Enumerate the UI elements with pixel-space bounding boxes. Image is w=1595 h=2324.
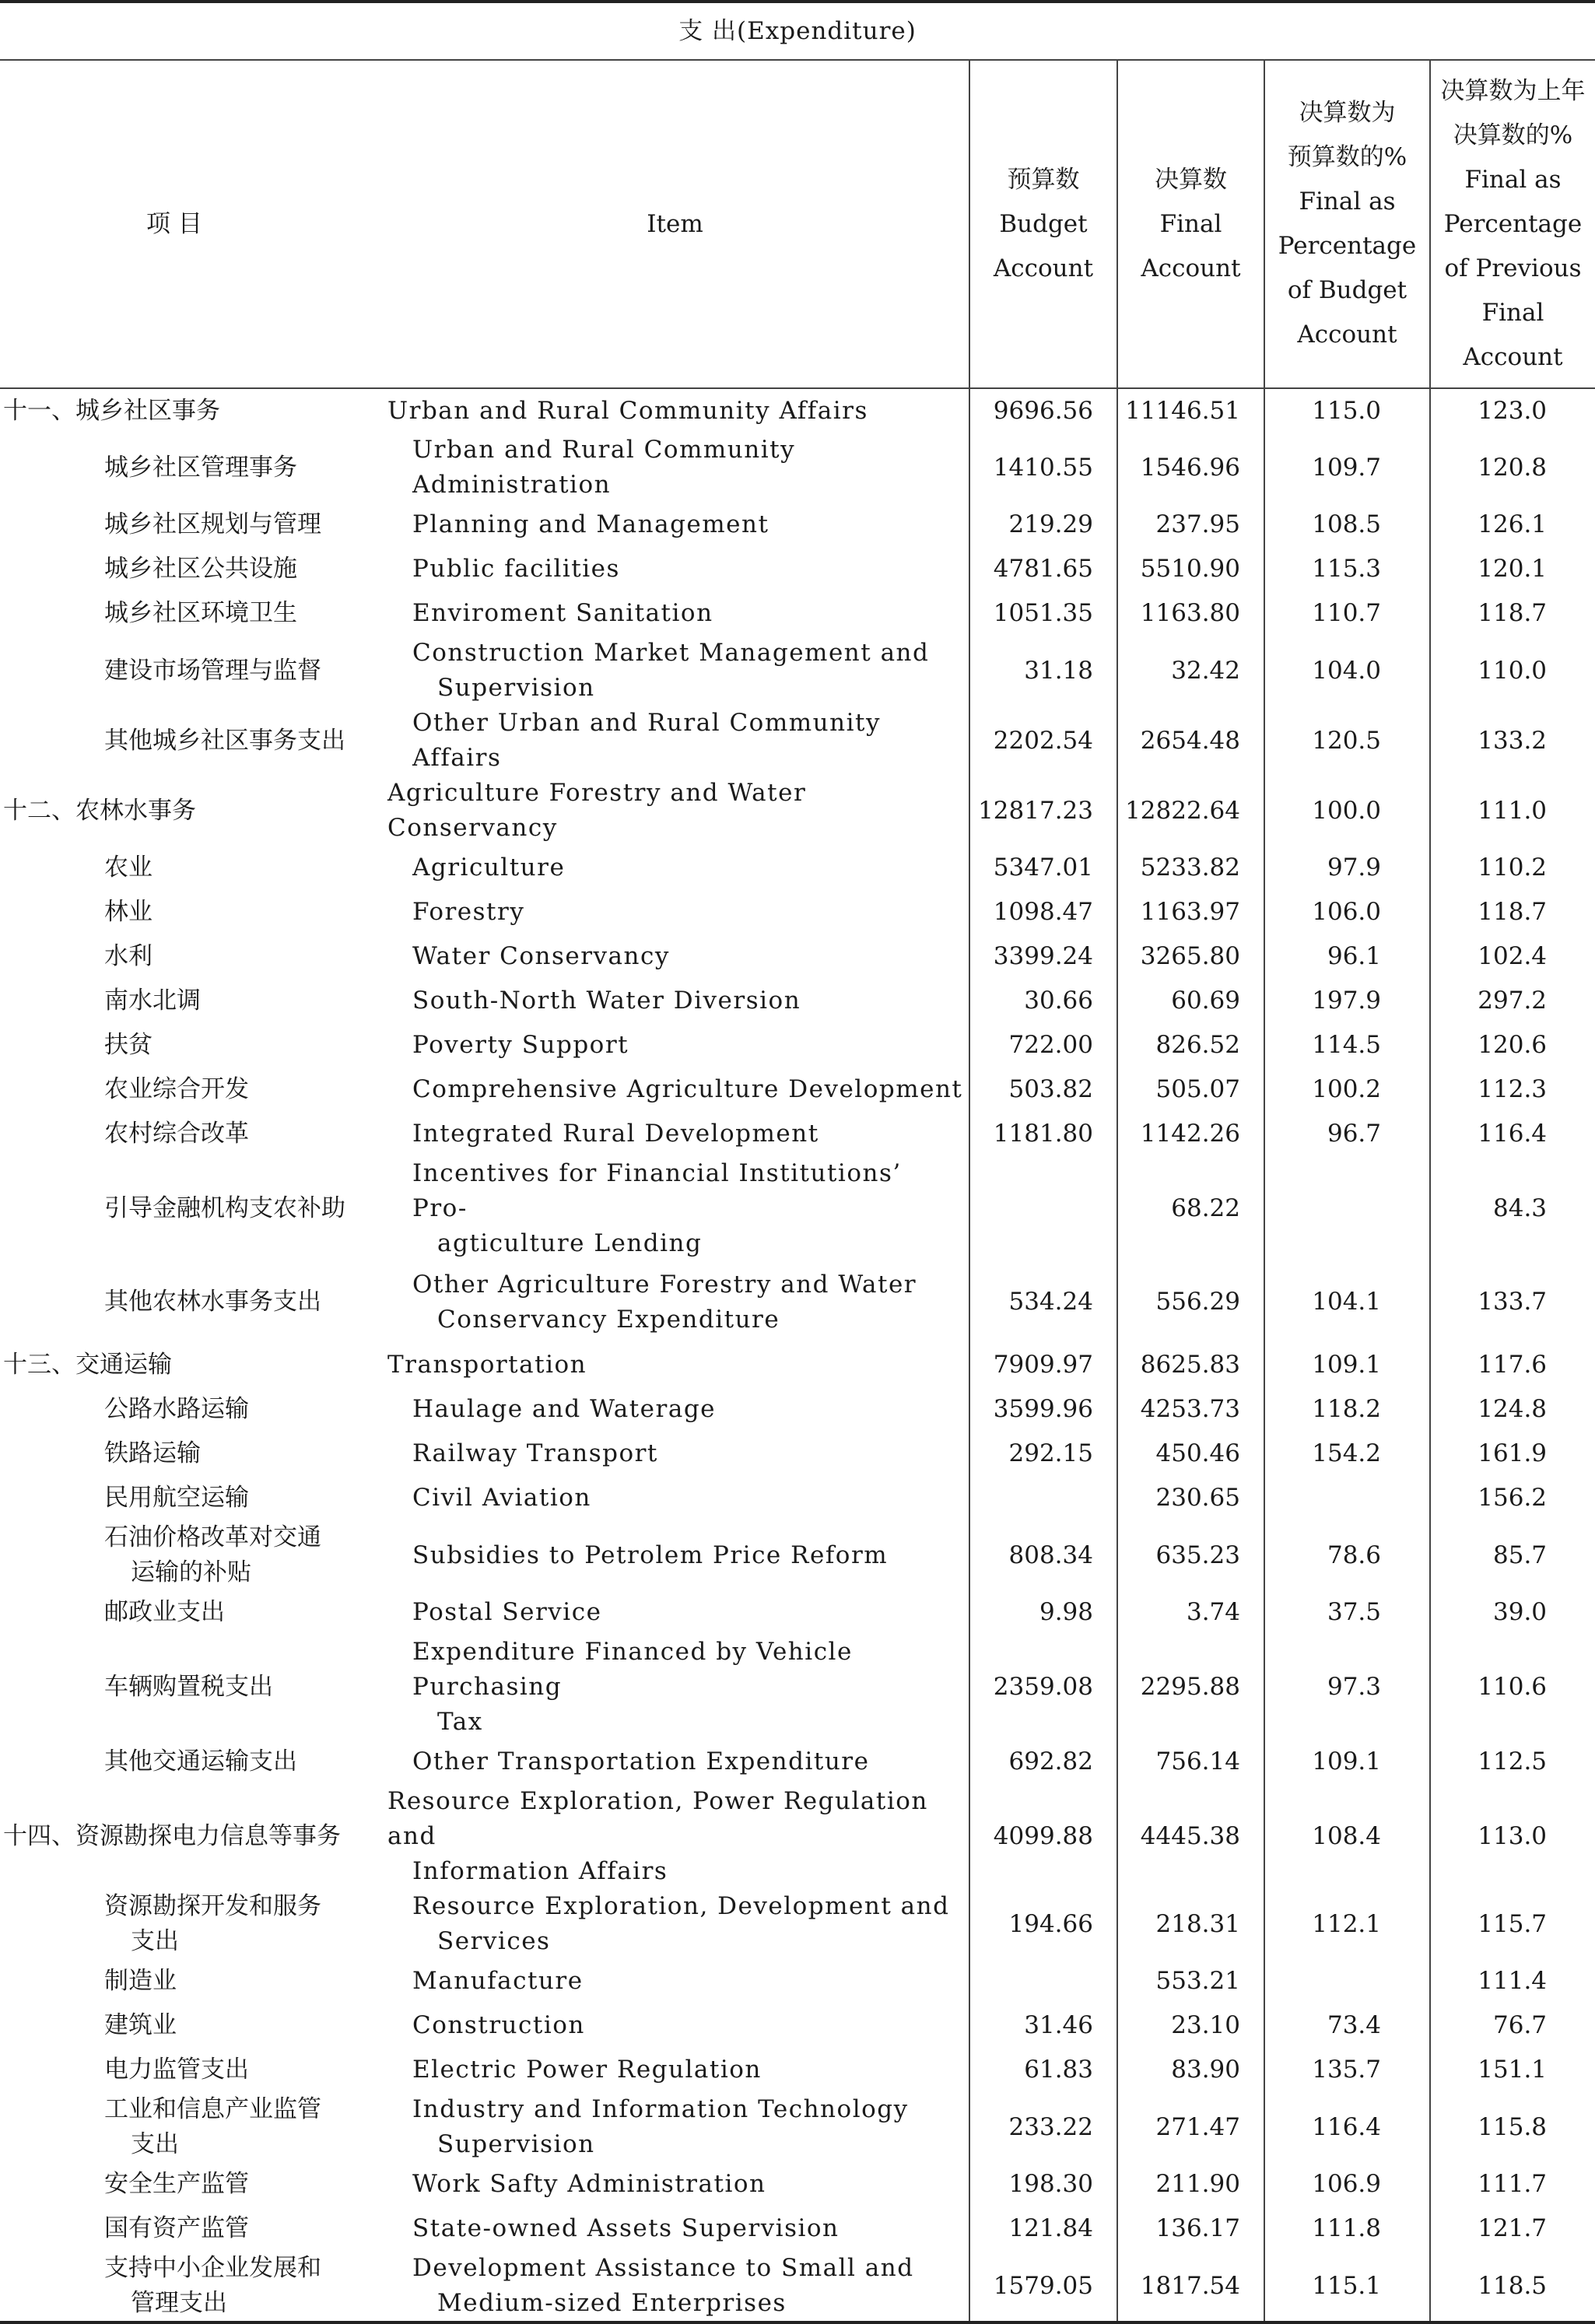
item-en-cell: Enviroment Sanitation [412,599,713,627]
pct-prev-cell: 39.0 [1430,1590,1595,1635]
pct-budget-cell: 135.7 [1264,2048,1430,2092]
item-cn-cell: 引导金融机构支农补助 [104,1194,345,1222]
pct-budget-cell: 37.5 [1264,1590,1430,1635]
pct-prev-cell: 297.2 [1430,979,1595,1023]
final-cell: 12822.64 [1117,776,1264,846]
table-row [0,1023,1595,1067]
table-row [0,1476,1595,1520]
final-cell: 3265.80 [1117,934,1264,979]
budget-cell: 2202.54 [969,706,1117,776]
pct-budget-cell: 100.0 [1264,776,1430,846]
pct-prev-cell: 118.7 [1430,591,1595,636]
pct-budget-cell: 73.4 [1264,2003,1430,2048]
final-cell: 553.21 [1117,1959,1264,2003]
pct-prev-cell: 76.7 [1430,2003,1595,2048]
final-cell: 11146.51 [1117,388,1264,433]
final-cell: 211.90 [1117,2162,1264,2207]
item-cn-cell: 城乡社区规划与管理 [104,510,321,538]
pct-budget-cell: 114.5 [1264,1023,1430,1067]
item-en-cell: Construction Market Management and Supervision [412,639,930,702]
pct-budget-cell [1264,1476,1430,1520]
table-row [0,1959,1595,2003]
pct-budget-cell: 97.9 [1264,846,1430,890]
item-cn-cell: 国有资产监管 [104,2214,249,2242]
item-cn-cell: 公路水路运输 [104,1395,249,1423]
item-en-cell: Poverty Support [412,1031,629,1059]
pct-budget-cell: 106.9 [1264,2162,1430,2207]
item-en-cell: Agriculture Forestry and Water Conservancy [387,779,807,842]
final-cell: 1163.97 [1117,890,1264,934]
pct-budget-cell: 110.7 [1264,591,1430,636]
header-pct-prev: 决算数为上年 决算数的% Final as Percentage of Previous Final Account [1430,60,1595,388]
pct-prev-cell: 151.1 [1430,2048,1595,2092]
budget-cell: 61.83 [969,2048,1117,2092]
budget-cell: 121.84 [969,2207,1117,2251]
pct-prev-cell: 85.7 [1430,1520,1595,1590]
item-en-cell: Manufacture [412,1967,584,1995]
item-en-cell: Water Conservancy [412,942,670,970]
pct-prev-cell: 112.3 [1430,1067,1595,1112]
pct-budget-cell: 115.3 [1264,547,1430,591]
item-en-cell: Work Safty Administration [412,2170,766,2198]
item-cn-cell: 水利 [104,942,152,970]
item-en-cell: Railway Transport [412,1439,658,1467]
pct-prev-cell: 118.7 [1430,890,1595,934]
table-body [0,388,1595,2322]
pct-prev-cell: 116.4 [1430,1112,1595,1156]
table-row [0,1889,1595,1959]
item-cn-cell: 工业和信息产业监管 支出 [104,2095,321,2158]
budget-cell: 5347.01 [969,846,1117,890]
item-en-cell: Development Assistance to Small and Medium-sized Enterprises [381,2251,969,2322]
pct-budget-cell: 106.0 [1264,890,1430,934]
final-cell: 2295.88 [1117,1635,1264,1740]
pct-prev-cell: 161.9 [1430,1432,1595,1476]
table-row [0,1784,1595,1889]
budget-cell: 9696.56 [969,388,1117,433]
table-row [0,934,1595,979]
item-cn-cell: 邮政业支出 [104,1598,225,1626]
pct-prev-cell: 102.4 [1430,934,1595,979]
final-cell: 1142.26 [1117,1112,1264,1156]
pct-budget-cell: 108.4 [1264,1784,1430,1889]
table-row [0,1112,1595,1156]
budget-cell: 1410.55 [969,433,1117,503]
table-row [0,388,1595,433]
pct-budget-cell: 115.0 [1264,388,1430,433]
final-cell: 3.74 [1117,1590,1264,1635]
item-cn-cell: 支持中小企业发展和 管理支出 [0,2251,381,2322]
budget-cell: 9.98 [969,1590,1117,1635]
table-row [0,1067,1595,1112]
item-en-cell: Construction [412,2011,585,2039]
table-title: 支 出(Expenditure) [0,2,1595,60]
pct-budget-cell: 109.1 [1264,1343,1430,1387]
table-row [0,706,1595,776]
item-en-cell: Electric Power Regulation [412,2056,762,2084]
budget-cell: 503.82 [969,1067,1117,1112]
final-cell: 556.29 [1117,1261,1264,1343]
header-item-cn: 项 目 [0,60,381,388]
item-en-cell: Forestry [412,898,525,926]
pct-budget-cell: 115.1 [1264,2251,1430,2322]
item-cn-cell: 车辆购置税支出 [104,1673,273,1701]
header-final: 决算数 Final Account [1117,60,1264,388]
final-cell: 1163.80 [1117,591,1264,636]
item-cn-cell: 扶贫 [104,1031,152,1059]
item-cn-cell: 十三、交通运输 [3,1351,172,1379]
item-cn-cell: 农业 [104,854,152,882]
pct-budget-cell [1264,1156,1430,1261]
item-cn-cell: 铁路运输 [104,1439,201,1467]
budget-cell [969,1959,1117,2003]
budget-cell: 1181.80 [969,1112,1117,1156]
pct-budget-cell: 104.0 [1264,636,1430,706]
pct-prev-cell: 120.6 [1430,1023,1595,1067]
item-en-cell: Planning and Management [412,510,769,538]
pct-budget-cell: 120.5 [1264,706,1430,776]
final-cell: 230.65 [1117,1476,1264,1520]
table-row [0,1343,1595,1387]
item-en-cell: Other Agriculture Forestry and Water Conservancy Expenditure [412,1270,917,1334]
pct-budget-cell: 112.1 [1264,1889,1430,1959]
table-row [0,2162,1595,2207]
final-cell: 68.22 [1117,1156,1264,1261]
final-cell: 505.07 [1117,1067,1264,1112]
item-en-cell: Expenditure Financed by Vehicle Purchasing Tax [412,1638,853,1736]
pct-budget-cell: 96.7 [1264,1112,1430,1156]
budget-cell: 4781.65 [969,547,1117,591]
pct-budget-cell [1264,1959,1430,2003]
budget-cell: 31.46 [969,2003,1117,2048]
table-row [0,1387,1595,1432]
pct-prev-cell: 133.2 [1430,706,1595,776]
item-cn-cell: 制造业 [104,1967,177,1995]
budget-cell: 30.66 [969,979,1117,1023]
item-cn-cell: 电力监管支出 [104,2056,249,2084]
budget-cell: 3599.96 [969,1387,1117,1432]
table-row [0,2003,1595,2048]
pct-prev-cell: 123.0 [1430,388,1595,433]
item-en-cell: Industry and Information Technology Supervision [412,2095,909,2158]
final-cell: 4445.38 [1117,1784,1264,1889]
item-en-cell: Other Urban and Rural Community Affairs [412,709,881,772]
table-row [0,2251,1595,2322]
item-cn-cell: 林业 [104,898,152,926]
budget-cell: 1579.05 [969,2251,1117,2322]
item-cn-cell: 十一、城乡社区事务 [3,396,220,425]
pct-prev-cell: 113.0 [1430,1784,1595,1889]
item-en-cell: Public facilities [412,555,620,583]
pct-prev-cell: 133.7 [1430,1261,1595,1343]
table-row [0,776,1595,846]
header-budget: 预算数 Budget Account [969,60,1117,388]
item-cn-cell: 城乡社区环境卫生 [104,599,297,627]
budget-cell: 1051.35 [969,591,1117,636]
budget-cell: 7909.97 [969,1343,1117,1387]
item-cn-cell: 其他城乡社区事务支出 [104,726,345,755]
budget-cell: 808.34 [969,1520,1117,1590]
item-cn-cell: 城乡社区管理事务 [104,453,297,482]
table-row [0,890,1595,934]
budget-cell: 233.22 [969,2092,1117,2162]
pct-budget-cell: 154.2 [1264,1432,1430,1476]
final-cell: 826.52 [1117,1023,1264,1067]
pct-budget-cell: 111.8 [1264,2207,1430,2251]
budget-cell: 722.00 [969,1023,1117,1067]
pct-budget-cell: 118.2 [1264,1387,1430,1432]
table-row [0,846,1595,890]
final-cell: 32.42 [1117,636,1264,706]
pct-budget-cell: 96.1 [1264,934,1430,979]
item-cn-cell: 农业综合开发 [104,1075,249,1103]
pct-prev-cell: 111.4 [1430,1959,1595,2003]
budget-cell: 31.18 [969,636,1117,706]
item-cn-cell: 石油价格改革对交通 运输的补贴 [104,1523,321,1586]
pct-budget-cell: 104.1 [1264,1261,1430,1343]
final-cell: 2654.48 [1117,706,1264,776]
pct-prev-cell: 115.8 [1430,2092,1595,2162]
pct-prev-cell: 111.7 [1430,2162,1595,2207]
item-en-cell: Civil Aviation [412,1484,591,1512]
item-en-cell: Integrated Rural Development [412,1120,819,1148]
pct-budget-cell: 109.1 [1264,1740,1430,1784]
final-cell: 1817.54 [1117,2251,1264,2322]
item-en-cell: Other Transportation Expenditure [412,1747,870,1775]
budget-cell: 198.30 [969,2162,1117,2207]
item-en-cell: Incentives for Financial Institutions’ Pro- agticulture Lending [412,1159,902,1257]
item-en-cell: Postal Service [412,1598,602,1626]
pct-prev-cell: 156.2 [1430,1476,1595,1520]
budget-cell: 194.66 [969,1889,1117,1959]
budget-cell [969,1156,1117,1261]
final-cell: 136.17 [1117,2207,1264,2251]
final-cell: 635.23 [1117,1520,1264,1590]
final-cell: 237.95 [1117,503,1264,547]
final-cell: 23.10 [1117,2003,1264,2048]
table-row [0,1635,1595,1740]
item-en-cell: Urban and Rural Community Administration [412,436,796,499]
table-row [0,2207,1595,2251]
item-cn-cell: 其他交通运输支出 [104,1747,297,1775]
table-row [0,547,1595,591]
table-row [0,433,1595,503]
item-en-cell: State-owned Assets Supervision [412,2214,840,2242]
table-row [0,979,1595,1023]
item-en-cell: South-North Water Diversion [412,987,801,1015]
item-en-cell: Urban and Rural Community Affairs [387,396,868,425]
item-cn-cell: 城乡社区公共设施 [104,555,297,583]
pct-prev-cell: 121.7 [1430,2207,1595,2251]
budget-cell: 4099.88 [969,1784,1117,1889]
item-cn-cell: 十二、农林水事务 [3,796,196,825]
budget-cell: 534.24 [969,1261,1117,1343]
table-row [0,1590,1595,1635]
budget-cell: 2359.08 [969,1635,1117,1740]
budget-cell: 1098.47 [969,890,1117,934]
final-cell: 218.31 [1117,1889,1264,1959]
pct-prev-cell: 118.5 [1430,2251,1595,2322]
pct-budget-cell: 78.6 [1264,1520,1430,1590]
final-cell: 8625.83 [1117,1343,1264,1387]
table-row [0,636,1595,706]
table-row [0,1520,1595,1590]
budget-cell: 3399.24 [969,934,1117,979]
item-cn-cell: 农村综合改革 [104,1120,249,1148]
table-row [0,503,1595,547]
budget-cell [969,1476,1117,1520]
item-cn-cell: 安全生产监管 [104,2170,249,2198]
pct-prev-cell: 111.0 [1430,776,1595,846]
item-cn-cell: 南水北调 [104,987,201,1015]
header-item-en: Item [381,60,969,388]
item-cn-cell: 民用航空运输 [104,1484,249,1512]
table-row [0,2048,1595,2092]
item-cn-cell: 其他农林水事务支出 [104,1288,321,1316]
pct-prev-cell: 110.6 [1430,1635,1595,1740]
pct-budget-cell: 108.5 [1264,503,1430,547]
item-en-cell: Agriculture [412,854,566,882]
pct-budget-cell: 197.9 [1264,979,1430,1023]
item-en-cell: Resource Exploration, Power Regulation and Information Affairs [387,1787,928,1885]
pct-budget-cell: 97.3 [1264,1635,1430,1740]
budget-cell: 692.82 [969,1740,1117,1784]
pct-prev-cell: 84.3 [1430,1156,1595,1261]
pct-budget-cell: 100.2 [1264,1067,1430,1112]
item-cn-cell: 建设市场管理与监督 [104,656,321,685]
pct-prev-cell: 120.1 [1430,547,1595,591]
pct-prev-cell: 110.0 [1430,636,1595,706]
final-cell: 450.46 [1117,1432,1264,1476]
final-cell: 756.14 [1117,1740,1264,1784]
pct-prev-cell: 117.6 [1430,1343,1595,1387]
budget-cell: 292.15 [969,1432,1117,1476]
item-en-cell: Resource Exploration, Development and Services [412,1892,950,1955]
item-cn-cell: 十四、资源勘探电力信息等事务 [3,1822,341,1850]
table-row [0,1740,1595,1784]
table-row [0,1432,1595,1476]
budget-cell: 12817.23 [969,776,1117,846]
table-row [0,591,1595,636]
table-row [0,2092,1595,2162]
final-cell: 83.90 [1117,2048,1264,2092]
pct-prev-cell: 115.7 [1430,1889,1595,1959]
item-en-cell: Transportation [387,1351,587,1379]
pct-budget-cell: 109.7 [1264,433,1430,503]
item-en-cell: Haulage and Waterage [412,1395,717,1423]
pct-prev-cell: 126.1 [1430,503,1595,547]
pct-prev-cell: 112.5 [1430,1740,1595,1784]
item-cn-cell: 资源勘探开发和服务 支出 [104,1892,321,1955]
table-row [0,1261,1595,1343]
table-row [0,1156,1595,1261]
pct-prev-cell: 124.8 [1430,1387,1595,1432]
pct-prev-cell: 120.8 [1430,433,1595,503]
final-cell: 5510.90 [1117,547,1264,591]
header-pct-budget: 决算数为 预算数的% Final as Percentage of Budget Account [1264,60,1430,388]
item-cn-cell: 建筑业 [104,2011,177,2039]
budget-cell: 219.29 [969,503,1117,547]
item-en-cell: Comprehensive Agriculture Development [412,1075,963,1103]
pct-prev-cell: 110.2 [1430,846,1595,890]
final-cell: 1546.96 [1117,433,1264,503]
final-cell: 5233.82 [1117,846,1264,890]
item-en-cell: Subsidies to Petrolem Price Reform [412,1541,889,1569]
final-cell: 271.47 [1117,2092,1264,2162]
pct-budget-cell: 116.4 [1264,2092,1430,2162]
final-cell: 60.69 [1117,979,1264,1023]
final-cell: 4253.73 [1117,1387,1264,1432]
